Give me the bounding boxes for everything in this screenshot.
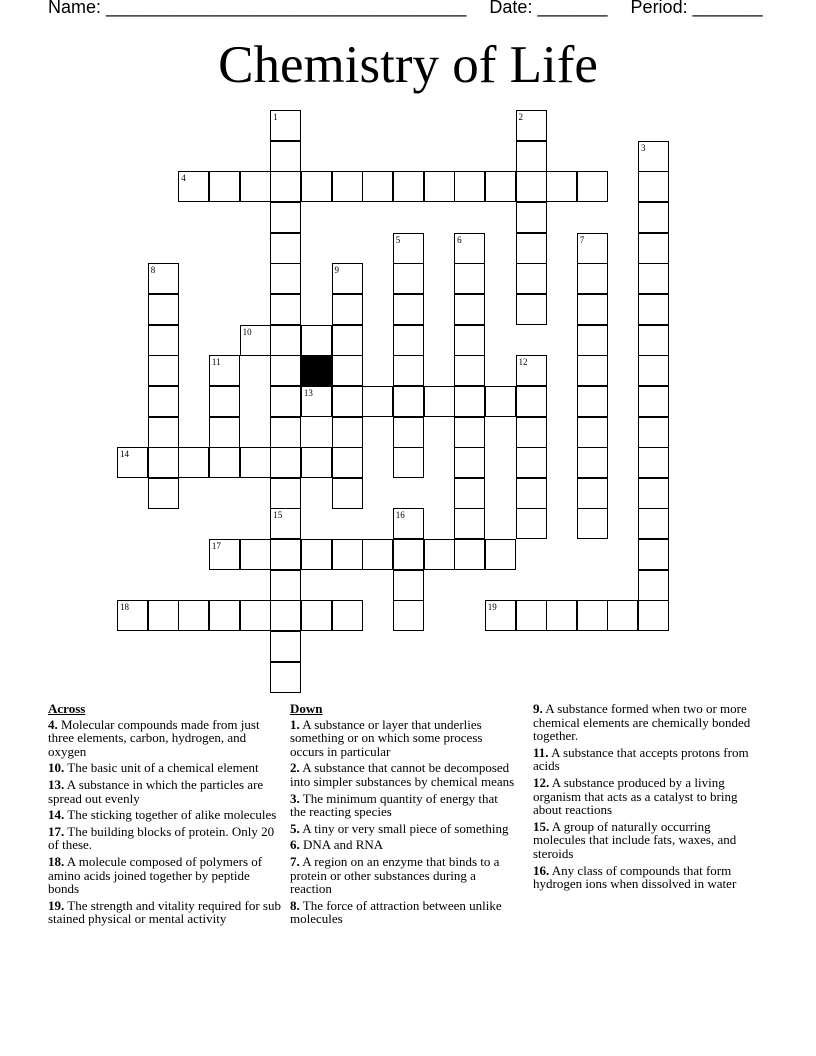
clue-text: A substance produced by a living organism that acts as a catalyst to bring about reactions	[533, 774, 738, 818]
crossword-cell[interactable]	[546, 171, 577, 202]
crossword-cell[interactable]	[516, 355, 547, 386]
crossword-cell[interactable]	[393, 325, 424, 356]
crossword-cell[interactable]	[638, 355, 669, 386]
down-clue	[290, 838, 516, 852]
crossword-cell[interactable]	[516, 110, 547, 141]
crossword-cell[interactable]	[270, 508, 301, 539]
crossword-cell[interactable]	[332, 478, 363, 509]
crossword-cell[interactable]	[270, 417, 301, 448]
crossword-cell[interactable]	[301, 171, 332, 202]
clue-text: DNA and RNA	[303, 837, 384, 853]
clue-number: 10.	[48, 760, 65, 776]
crossword-cell[interactable]	[117, 600, 148, 631]
crossword-cell[interactable]	[393, 294, 424, 325]
crossword-cell[interactable]	[209, 355, 240, 386]
crossword-cell[interactable]	[270, 478, 301, 509]
clue-text: A group of naturally occurring molecules that include fats, waxes, and steroids	[533, 818, 737, 861]
crossword-cell[interactable]	[393, 355, 424, 386]
clue-number-label: 2	[518, 112, 523, 122]
crossword-cell[interactable]	[638, 202, 669, 233]
crossword-cell[interactable]	[577, 508, 608, 539]
crossword-cell[interactable]	[638, 478, 669, 509]
crossword-cell[interactable]	[362, 171, 393, 202]
crossword-cell[interactable]	[332, 171, 363, 202]
crossword-cell[interactable]	[638, 417, 669, 448]
crossword-cell[interactable]	[301, 325, 332, 356]
clue-number: 15.	[533, 818, 550, 834]
crossword-cell[interactable]	[301, 539, 332, 570]
clue-number: 8.	[290, 897, 300, 913]
crossword-cell[interactable]	[485, 600, 516, 631]
crossword-cell[interactable]	[178, 600, 209, 631]
clue-number: 1.	[290, 716, 300, 732]
clue-number: 16.	[533, 862, 550, 878]
across-clue	[48, 761, 284, 775]
crossword-cell[interactable]	[270, 539, 301, 570]
clue-number: 19.	[48, 897, 65, 913]
crossword-cell[interactable]	[148, 325, 179, 356]
clue-number: 5.	[290, 820, 300, 836]
crossword-cell[interactable]	[270, 600, 301, 631]
crossword-cell[interactable]	[301, 447, 332, 478]
crossword-cell[interactable]	[485, 539, 516, 570]
crossword-cell[interactable]	[454, 171, 485, 202]
clue-number: 13.	[48, 776, 65, 792]
clue-text: Any class of compounds that form hydrogen ions when dissolved in water	[533, 862, 737, 892]
down-clue	[533, 702, 759, 743]
clue-text: The sticking together of alike molecules	[67, 807, 277, 823]
clue-text: The strength and vitality required for sub stained physical or mental activity	[48, 897, 281, 927]
crossword-cell[interactable]	[577, 171, 608, 202]
crossword-cell[interactable]	[332, 417, 363, 448]
clue-text: The basic unit of a chemical element	[67, 760, 259, 776]
clue-text: A substance that accepts protons from acids	[533, 744, 749, 774]
clue-text: A tiny or very small piece of something	[302, 820, 509, 836]
crossword-cell[interactable]	[393, 570, 424, 601]
down-clue	[533, 776, 759, 817]
clue-number: 18.	[48, 853, 65, 869]
crossword-cell[interactable]	[638, 447, 669, 478]
clue-text: A substance in which the particles are spread out evenly	[48, 776, 264, 806]
crossword-cell[interactable]	[424, 386, 455, 417]
crossword-cell[interactable]	[577, 478, 608, 509]
crossword-cell[interactable]	[485, 386, 516, 417]
crossword-cell[interactable]	[209, 386, 240, 417]
crossword-cell[interactable]	[393, 171, 424, 202]
clue-number-label: 7	[579, 234, 585, 245]
down-clue	[533, 746, 759, 773]
crossword-cell[interactable]	[638, 263, 669, 294]
clue-number: 11.	[533, 744, 549, 760]
clue-number: 2.	[290, 760, 300, 776]
clue-number-label: 4	[181, 173, 186, 184]
crossword-cell[interactable]	[393, 508, 424, 539]
clue-number-label: 17	[211, 541, 221, 552]
crossword-cell[interactable]	[209, 417, 240, 448]
clue-number: 17.	[48, 823, 65, 839]
crossword-cell[interactable]	[577, 355, 608, 386]
clue-number: 9.	[533, 701, 543, 716]
crossword-cell[interactable]	[270, 325, 301, 356]
clue-number-label: 19	[487, 602, 497, 613]
clue-text: A region on an enzyme that binds to a protein or other substances during a reaction	[290, 853, 500, 897]
crossword-cell[interactable]	[454, 233, 485, 264]
crossword-cell[interactable]	[270, 662, 301, 693]
crossword-cell[interactable]	[270, 233, 301, 264]
clue-number-label: 1	[273, 112, 278, 122]
crossword-cell[interactable]	[638, 171, 669, 202]
down-clue	[290, 761, 516, 788]
crossword-cell[interactable]	[454, 355, 485, 386]
crossword-cell[interactable]	[148, 355, 179, 386]
clue-number-label: 8	[150, 265, 156, 276]
page-title: Chemistry of Life	[218, 36, 598, 94]
crossword-cell[interactable]	[148, 478, 179, 509]
crossword-cell[interactable]	[332, 386, 363, 417]
clue-number-label: 13	[303, 387, 313, 398]
crossword-cell[interactable]	[148, 600, 179, 631]
clue-number: 3.	[290, 790, 300, 806]
clue-number-label: 10	[242, 326, 252, 337]
crossword-cell[interactable]	[332, 294, 363, 325]
crossword-cell[interactable]	[516, 417, 547, 448]
crossword-cell[interactable]	[148, 386, 179, 417]
down-clue	[290, 792, 516, 819]
crossword-cell[interactable]	[638, 539, 669, 570]
crossword-cell[interactable]	[516, 233, 547, 264]
clue-number: 7.	[290, 853, 300, 869]
down-clue	[290, 822, 516, 836]
clue-number: 4.	[48, 716, 58, 732]
crossword-cell[interactable]	[516, 141, 547, 172]
crossword-cell[interactable]	[577, 263, 608, 294]
crossword-cell[interactable]	[638, 233, 669, 264]
crossword-cell[interactable]	[240, 600, 271, 631]
crossword-cell[interactable]	[332, 325, 363, 356]
crossword-cell[interactable]	[516, 386, 547, 417]
crossword-cell[interactable]	[638, 386, 669, 417]
crossword-cell[interactable]	[148, 447, 179, 478]
across-clue	[48, 778, 284, 805]
crossword-cell[interactable]	[424, 539, 455, 570]
crossword-cell[interactable]	[270, 447, 301, 478]
crossword-cell[interactable]	[393, 447, 424, 478]
across-clue	[48, 855, 284, 896]
down-clue	[290, 718, 516, 759]
crossword-cell[interactable]	[270, 386, 301, 417]
crossword-cell[interactable]	[638, 570, 669, 601]
crossword-cell[interactable]	[270, 202, 301, 233]
crossword-cell[interactable]	[270, 294, 301, 325]
across-clue	[48, 718, 284, 759]
crossword-cell[interactable]	[332, 447, 363, 478]
crossword-cell[interactable]	[148, 294, 179, 325]
clue-number-label: 9	[334, 265, 339, 276]
crossword-cell[interactable]	[454, 386, 485, 417]
clue-number-label: 6	[457, 234, 462, 245]
crossword-cell[interactable]	[209, 171, 240, 202]
down-clue	[290, 855, 516, 896]
crossword-cell[interactable]	[454, 447, 485, 478]
crossword-cell[interactable]	[638, 294, 669, 325]
crossword-cell[interactable]	[393, 233, 424, 264]
down-clue	[533, 820, 759, 861]
clue-number-label: 5	[395, 234, 401, 245]
crossword-cell[interactable]	[301, 600, 332, 631]
crossword-cell[interactable]	[332, 539, 363, 570]
down-clue	[290, 899, 516, 926]
crossword-cell[interactable]	[362, 539, 393, 570]
crossword-cell[interactable]	[454, 325, 485, 356]
clue-number-label: 3	[641, 142, 646, 153]
crossword-cell[interactable]	[577, 294, 608, 325]
crossword-cell[interactable]	[270, 631, 301, 662]
clue-number-label: 16	[395, 510, 405, 521]
crossword-cell[interactable]	[516, 478, 547, 509]
crossword-cell[interactable]	[270, 171, 301, 202]
crossword-cell[interactable]	[332, 600, 363, 631]
clue-number: 14.	[48, 807, 65, 823]
clue-number-label: 12	[518, 357, 528, 368]
crossword-cell[interactable]	[577, 447, 608, 478]
crossword-cell[interactable]	[301, 386, 332, 417]
crossword-cell[interactable]	[516, 202, 547, 233]
across-clue	[48, 825, 284, 852]
header	[48, 0, 781, 18]
crossword-cell[interactable]	[178, 171, 209, 202]
crossword-cell[interactable]	[638, 325, 669, 356]
crossword-cell[interactable]	[577, 417, 608, 448]
clue-number-label: 14	[120, 449, 129, 460]
crossword-cell[interactable]	[454, 294, 485, 325]
crossword-cell[interactable]	[240, 539, 271, 570]
across-heading: Across	[48, 701, 86, 716]
crossword-cell[interactable]	[270, 570, 301, 601]
clue-text: A substance formed when two or more chemical elements are chemically bonded together.	[533, 701, 751, 744]
crossword-cell[interactable]	[393, 263, 424, 294]
clues-column-2	[290, 702, 516, 929]
crossword-cell[interactable]	[270, 263, 301, 294]
crossword-cell[interactable]	[577, 325, 608, 356]
crossword-cell[interactable]	[454, 263, 485, 294]
clue-text: Molecular compounds made from just three elements, carbon, hydrogen, and oxygen	[48, 716, 260, 759]
crossword-cell[interactable]	[270, 110, 301, 141]
crossword-cell[interactable]	[240, 171, 271, 202]
crossword-cell[interactable]	[516, 447, 547, 478]
crossword-cell[interactable]	[209, 539, 240, 570]
clue-number-label: 18	[120, 602, 129, 613]
clue-number: 12.	[533, 774, 550, 790]
crossword-cell[interactable]	[332, 263, 363, 294]
clue-text: The building blocks of protein. Only 20 of these.	[48, 823, 275, 853]
crossword-cell[interactable]	[577, 600, 608, 631]
crossword-cell[interactable]	[117, 447, 148, 478]
crossword-cell[interactable]	[516, 263, 547, 294]
crossword-cell[interactable]	[485, 171, 516, 202]
crossword-cell[interactable]	[607, 600, 638, 631]
clue-number-label: 15	[273, 510, 283, 521]
crossword-cell[interactable]	[393, 386, 424, 417]
crossword-cell[interactable]	[393, 417, 424, 448]
crossword-cell[interactable]	[454, 478, 485, 509]
crossword-cell[interactable]	[270, 355, 301, 386]
crossword-cell[interactable]	[240, 447, 271, 478]
clues-column-1	[48, 702, 284, 929]
clue-text: A molecule composed of polymers of amino acids joined together by peptide bonds	[48, 853, 263, 897]
clue-text: A substance or layer that underlies something or on which some process occurs in particular	[290, 716, 483, 759]
crossword-cell[interactable]	[270, 141, 301, 172]
crossword-cell[interactable]	[240, 325, 271, 356]
crossword-cell[interactable]	[393, 600, 424, 631]
across-clue	[48, 899, 284, 926]
crossword-cell[interactable]	[148, 263, 179, 294]
clue-number-label: 11	[211, 357, 221, 368]
crossword-cell[interactable]	[516, 171, 547, 202]
crossword-cell[interactable]	[332, 355, 363, 386]
clue-text: A substance that cannot be decomposed into simpler substances by chemical means	[290, 760, 515, 789]
clue-text: The minimum quantity of energy that the reacting species	[290, 790, 498, 820]
down-heading: Down	[290, 701, 323, 716]
crossword-cell[interactable]	[362, 386, 393, 417]
crossword-cell[interactable]	[148, 417, 179, 448]
crossword-cell[interactable]	[577, 386, 608, 417]
name-field[interactable]: Name: ____________________________________	[48, 0, 467, 17]
crossword-cell[interactable]	[638, 508, 669, 539]
clue-number: 6.	[290, 837, 300, 853]
crossword-cell[interactable]	[454, 508, 485, 539]
crossword-cell[interactable]	[516, 294, 547, 325]
date-field[interactable]: Date: _______	[489, 0, 608, 17]
crossword-cell[interactable]	[454, 539, 485, 570]
crossword-cell[interactable]	[516, 508, 547, 539]
crossword-black-cell	[301, 355, 332, 386]
crossword-cell[interactable]	[454, 417, 485, 448]
clues-column-3	[533, 702, 759, 894]
across-clue	[48, 808, 284, 822]
crossword-cell[interactable]	[424, 171, 455, 202]
clue-text: The force of attraction between unlike molecules	[290, 897, 502, 927]
crossword-cell[interactable]	[638, 141, 669, 172]
crossword-cell[interactable]	[209, 447, 240, 478]
crossword-cell[interactable]	[393, 539, 424, 570]
crossword-cell[interactable]	[546, 600, 577, 631]
crossword-cell[interactable]	[638, 600, 669, 631]
crossword-cell[interactable]	[577, 233, 608, 264]
down-clue	[533, 864, 759, 891]
period-field[interactable]: Period: _______	[630, 0, 763, 17]
crossword-cell[interactable]	[178, 447, 209, 478]
crossword-cell[interactable]	[209, 600, 240, 631]
crossword-cell[interactable]	[516, 600, 547, 631]
